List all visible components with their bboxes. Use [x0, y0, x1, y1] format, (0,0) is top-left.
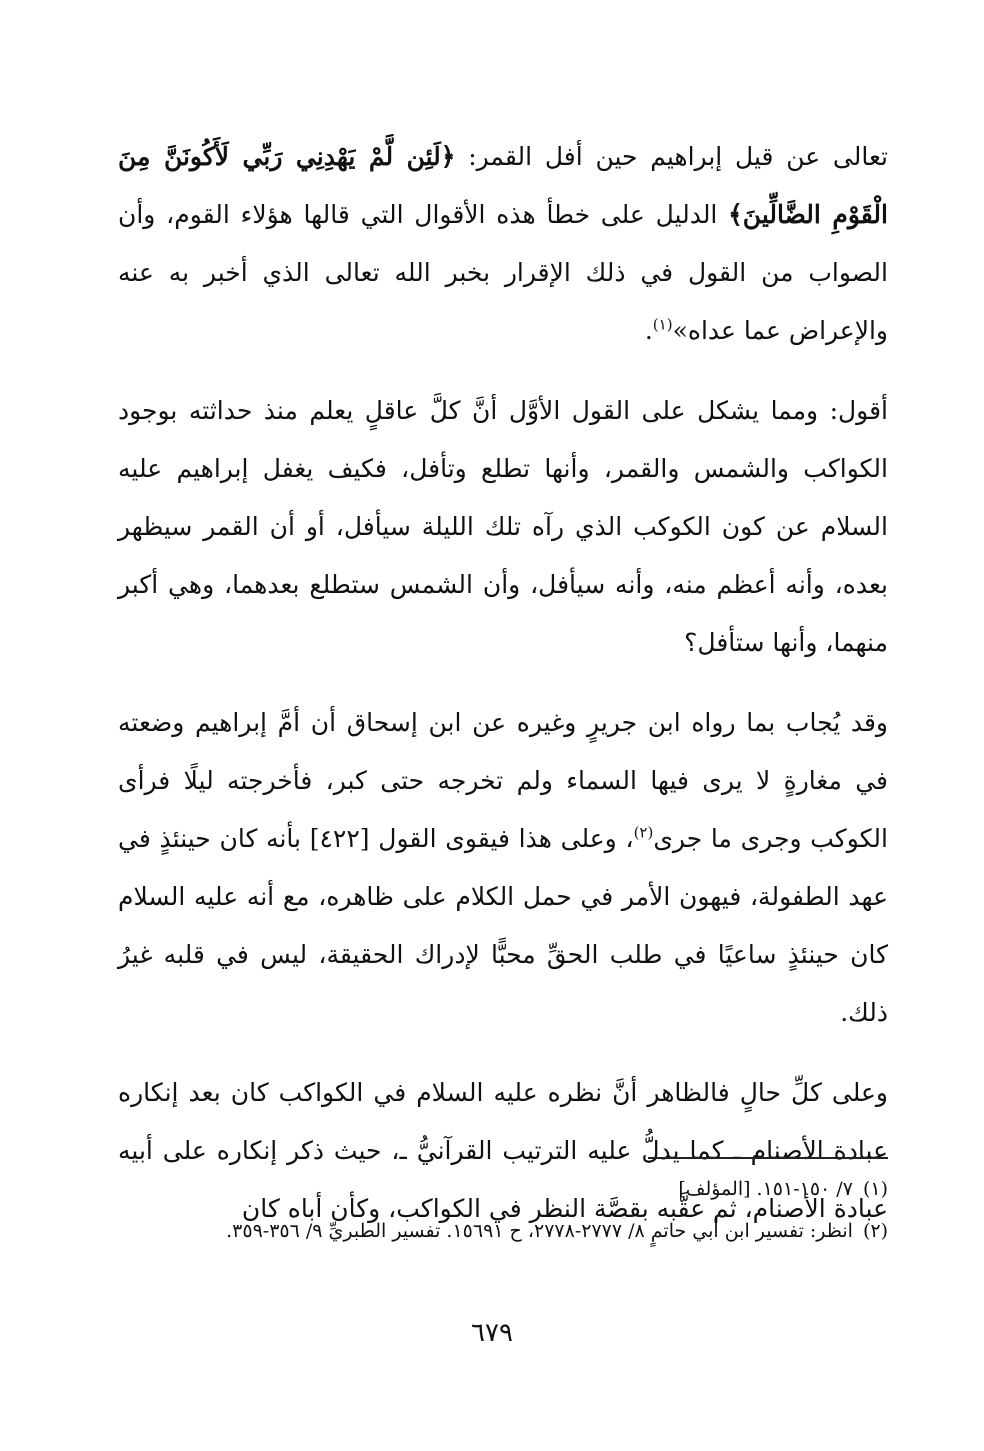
footnote-ref-2[interactable]: (٢) [633, 823, 654, 842]
paragraph-1-end: . [644, 316, 653, 345]
paragraph-3-text-after: ، وعلى هذا فيقوى القول [٤٢٢] بأنه كان حينئذٍ في عهد الطفولة، فيهون الأمر في حمل الكلام على ظاهره، مع أنه عليه السلام كان حينئذٍ ساعيًا في طلب الحقِّ محبًّا لإدراك الحقيقة، ليس في قلبه غيرُ ذلك. [118, 824, 888, 1027]
paragraph-1-text-after: الدليل على خطأ هذه الأقوال التي قالها هؤلاء القوم، وأن الصواب من القول في ذلك الإقرار بخبر الله تعالى الذي أخبر به عنه والإعراض عما عداه» [118, 200, 888, 345]
paragraph-1 [118, 128, 888, 360]
footnote-2-text: انظر: تفسير ابن أبي حاتمٍ ٨/ ٢٧٧٧-٢٧٧٨، ح ١٥٦٩١. تفسير الطبريِّ ٩/ ٣٥٦-٣٥٩. [226, 1220, 853, 1242]
page-number: ٦٧٩ [471, 1318, 513, 1348]
footnote-1-text: ٧/ ١٥٠-١٥١. [المؤلف] [678, 1178, 853, 1200]
paragraph-1-text-before: تعالى عن قيل إبراهيم حين أفل القمر: [455, 142, 888, 171]
footnote-1 [118, 1170, 888, 1208]
footnote-divider [648, 1157, 888, 1159]
paragraph-2-text: أقول: ومما يشكل على القول الأوَّل أنَّ كلَّ عاقلٍ يعلم منذ حداثته بوجود الكواكب والشمس والقمر، وأنها تطلع وتأفل، فكيف يغفل إبراهيم عليه السلام عن كون الكوكب الذي رآه تلك الليلة سيأفل، أو أن القمر سيظهر بعده، وأنه أعظم منه، وأنه سيأفل، وأن الشمس ستطلع بعدهما، وهي أكبر منهما، وأنها ستأفل؟ [118, 396, 888, 657]
footnotes [118, 1170, 888, 1254]
paragraph-2 [118, 382, 888, 672]
footnote-2-number: (٢) [862, 1220, 888, 1242]
footnote-ref-1[interactable]: (١) [652, 315, 673, 334]
quran-verse: ﴿لَئِن لَّمْ يَهْدِنِي رَبِّي لَأَكُونَنَّ مِنَ الْقَوْمِ الضَّالِّينَ﴾ [118, 142, 888, 229]
footnote-2 [118, 1212, 888, 1250]
page-body [118, 128, 888, 1260]
paragraph-4-text: وعلى كلِّ حالٍ فالظاهر أنَّ نظره عليه السلام في الكواكب كان بعد إنكاره عبادة الأصنام ـ كما يدلُّ عليه الترتيب القرآنيُّ ـ، حيث ذكر إنكاره على أبيه عبادة الأصنام، ثم عقَّبه بقصَّة النظر في الكواكب، وكأن أباه كان [118, 1078, 888, 1223]
paragraph-3-text-before: وقد يُجاب بما رواه ابن جريرٍ وغيره عن ابن إسحاق أن أمَّ إبراهيم وضعته في مغارةٍ لا يرى فيها السماء ولم تخرجه حتى كبر، فأخرجته ليلًا فرأى الكوكب وجرى ما جرى [118, 708, 888, 853]
footnote-1-number: (١) [862, 1178, 888, 1200]
paragraph-3 [118, 694, 888, 1042]
